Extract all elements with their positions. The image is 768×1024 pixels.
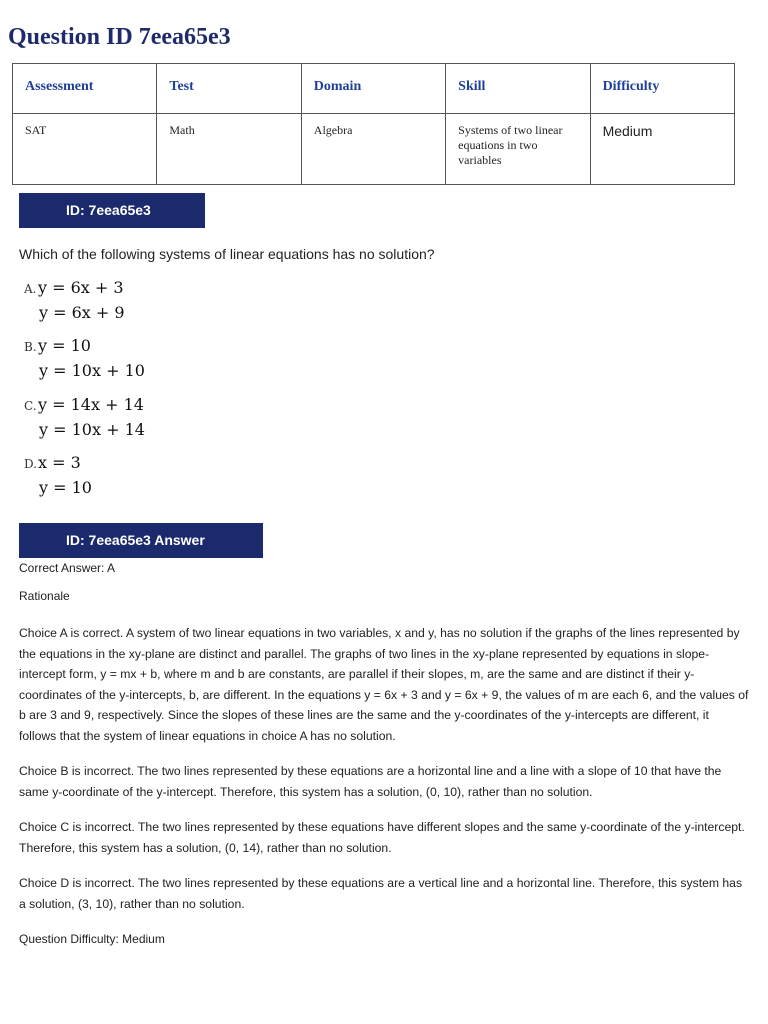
choice-equation-1: y = 6x + 3 (38, 278, 124, 297)
cell-domain: Algebra (301, 114, 445, 185)
table-header-row (13, 64, 735, 114)
choice-equation-1: y = 10 (38, 336, 91, 355)
header-assessment: Assessment (13, 64, 157, 114)
rationale-choice-a: Choice A is correct. A system of two linear equations in two variables, x and y, has no solution if the graphs of the lines represented by the equations in the xy-plane are distinct and parallel. The graphs of two lines in the xy-plane represented by equations in slope-intercept form, y = mx + b, where m and b are constants, are parallel if their slopes, m, are the same and are distinct if their y-coordinates of the y-intercepts, b, are different. In the equations y = 6x + 3 and y = 6x + 9, the values of m are each 6, and the values of b are 3 and 9, respectively. Since the slopes of these lines are the same and the y-coordinates of the y-intercepts are different, it follows that the system of linear equations in choice A has no solution. (19, 626, 749, 743)
choice-b (24, 334, 145, 382)
header-domain: Domain (301, 64, 445, 114)
choice-d (24, 451, 92, 499)
choice-equation-1: x = 3 (38, 453, 81, 472)
rationale-heading: Rationale (19, 589, 70, 603)
choice-c (24, 393, 145, 441)
cell-skill: Systems of two linear equations in two variables (446, 114, 590, 185)
page-title: Question ID 7eea65e3 (8, 24, 231, 50)
choice-label: A. (24, 282, 37, 296)
choice-label: C. (24, 399, 37, 413)
question-difficulty: Question Difficulty: Medium (19, 932, 165, 946)
cell-assessment: SAT (13, 114, 157, 185)
header-difficulty: Difficulty (590, 64, 734, 114)
choice-equation-2: y = 6x + 9 (39, 303, 125, 322)
cell-test: Math (157, 114, 301, 185)
header-test: Test (157, 64, 301, 114)
question-text: Which of the following systems of linear equations has no solution? (19, 246, 435, 262)
rationale-choice-d: Choice D is incorrect. The two lines represented by these equations are a vertical line and a horizontal line. Therefore, this system has a solution, (3, 10), rather than no solution. (19, 876, 743, 911)
choice-label: D. (24, 457, 38, 471)
choice-equation-2: y = 10x + 10 (39, 361, 145, 380)
question-meta-table (12, 63, 735, 185)
choice-a (24, 276, 125, 324)
rationale-choice-b: Choice B is incorrect. The two lines represented by these equations are a horizontal line and a line with a slope of 10 that have the same y-coordinate of the y-intercept. Therefore, this system has a solution, (0, 10), rather than no solution. (19, 764, 722, 799)
rationale-choice-c: Choice C is incorrect. The two lines represented by these equations have different slopes and the same y-coordinate of the y-intercept. Therefore, this system has a solution, (0, 14), rather than no solution. (19, 820, 745, 855)
choice-equation-1: y = 14x + 14 (38, 395, 144, 414)
correct-answer: Correct Answer: A (19, 561, 116, 575)
choice-equation-2: y = 10x + 14 (39, 420, 145, 439)
answer-id-banner: ID: 7eea65e3 Answer (19, 523, 263, 558)
question-id-banner: ID: 7eea65e3 (19, 193, 205, 228)
header-skill: Skill (446, 64, 590, 114)
choice-equation-2: y = 10 (39, 478, 92, 497)
table-row (13, 114, 735, 185)
cell-difficulty: Medium (590, 114, 734, 185)
choice-label: B. (24, 340, 37, 354)
